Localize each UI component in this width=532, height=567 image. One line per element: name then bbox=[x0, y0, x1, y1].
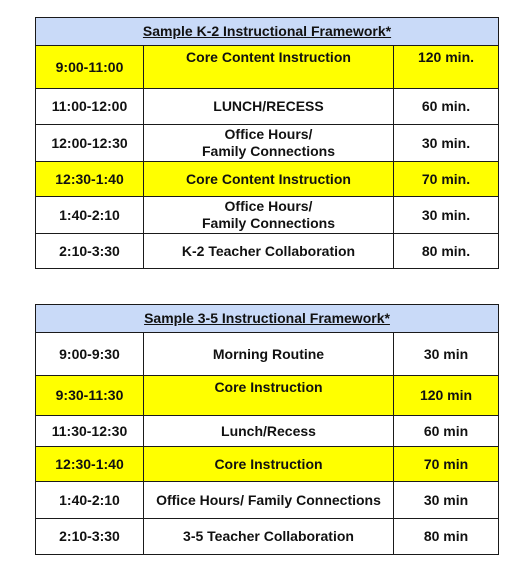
duration-cell: 80 min bbox=[394, 519, 499, 555]
time-cell: 11:00-12:00 bbox=[36, 89, 144, 125]
table-row bbox=[36, 416, 499, 447]
activity-cell bbox=[144, 416, 394, 447]
activity-label: Core Content Instruction bbox=[186, 170, 351, 187]
table-row bbox=[36, 46, 499, 89]
table-row bbox=[36, 447, 499, 482]
table-row bbox=[36, 482, 499, 519]
activity-label: Morning Routine bbox=[212, 345, 325, 362]
table-row bbox=[36, 89, 499, 125]
activity-cell bbox=[144, 482, 394, 519]
duration-cell: 30 min. bbox=[394, 197, 499, 234]
duration-cell: 80 min. bbox=[394, 234, 499, 269]
time-cell: 9:00-9:30 bbox=[36, 333, 144, 376]
activity-cell bbox=[144, 234, 394, 269]
duration-cell: 70 min bbox=[394, 447, 499, 482]
time-cell: 11:30-12:30 bbox=[36, 416, 144, 447]
time-cell: 9:30-11:30 bbox=[36, 376, 144, 416]
activity-label: Office Hours/ Family Connections bbox=[156, 491, 381, 508]
activity-label-line-2: Family Connections bbox=[201, 143, 336, 159]
table-row bbox=[36, 234, 499, 269]
activity-label: K-2 Teacher Collaboration bbox=[181, 242, 356, 259]
time-cell: 12:30-1:40 bbox=[36, 447, 144, 482]
duration-cell: 30 min bbox=[394, 333, 499, 376]
time-cell: 1:40-2:10 bbox=[36, 482, 144, 519]
duration-cell: 60 min. bbox=[394, 89, 499, 125]
activity-cell bbox=[144, 89, 394, 125]
time-cell: 9:00-11:00 bbox=[36, 46, 144, 89]
g35-framework-title: Sample 3-5 Instructional Framework* bbox=[36, 305, 499, 333]
k2-framework-table bbox=[35, 17, 499, 269]
activity-cell bbox=[144, 46, 394, 89]
activity-label: 3-5 Teacher Collaboration bbox=[183, 528, 354, 544]
activity-cell bbox=[144, 197, 394, 234]
duration-cell: 120 min bbox=[394, 376, 499, 416]
activity-label-line-2: Family Connections bbox=[201, 215, 336, 231]
table-row bbox=[36, 519, 499, 555]
time-cell: 2:10-3:30 bbox=[36, 519, 144, 555]
g35-title-row bbox=[36, 305, 499, 333]
table-row bbox=[36, 376, 499, 416]
activity-label-line-1: Office Hours/ bbox=[224, 198, 313, 214]
table-row bbox=[36, 125, 499, 162]
time-cell: 1:40-2:10 bbox=[36, 197, 144, 234]
activity-cell bbox=[144, 376, 394, 416]
table-row bbox=[36, 333, 499, 376]
duration-cell: 60 min bbox=[394, 416, 499, 447]
time-cell: 12:00-12:30 bbox=[36, 125, 144, 162]
time-cell: 12:30-1:40 bbox=[36, 162, 144, 197]
activity-label: Core Instruction bbox=[214, 379, 323, 395]
activity-label: Lunch/Recess bbox=[221, 422, 316, 439]
time-cell: 2:10-3:30 bbox=[36, 234, 144, 269]
activity-cell bbox=[144, 519, 394, 555]
duration-cell: 30 min bbox=[394, 482, 499, 519]
table-row bbox=[36, 162, 499, 197]
activity-label: LUNCH/RECESS bbox=[213, 98, 324, 114]
activity-cell bbox=[144, 162, 394, 197]
activity-label-line-1: Office Hours/ bbox=[224, 126, 313, 142]
activity-cell bbox=[144, 125, 394, 162]
table-row bbox=[36, 197, 499, 234]
activity-label: Core Instruction bbox=[214, 455, 323, 472]
g35-framework-table bbox=[35, 304, 499, 555]
activity-cell bbox=[144, 447, 394, 482]
k2-framework-title: Sample K-2 Instructional Framework* bbox=[36, 18, 499, 46]
activity-label: Core Content Instruction bbox=[186, 49, 351, 65]
duration-cell: 120 min. bbox=[394, 46, 499, 89]
duration-cell: 30 min. bbox=[394, 125, 499, 162]
k2-title-row bbox=[36, 18, 499, 46]
duration-cell: 70 min. bbox=[394, 162, 499, 197]
activity-cell bbox=[144, 333, 394, 376]
